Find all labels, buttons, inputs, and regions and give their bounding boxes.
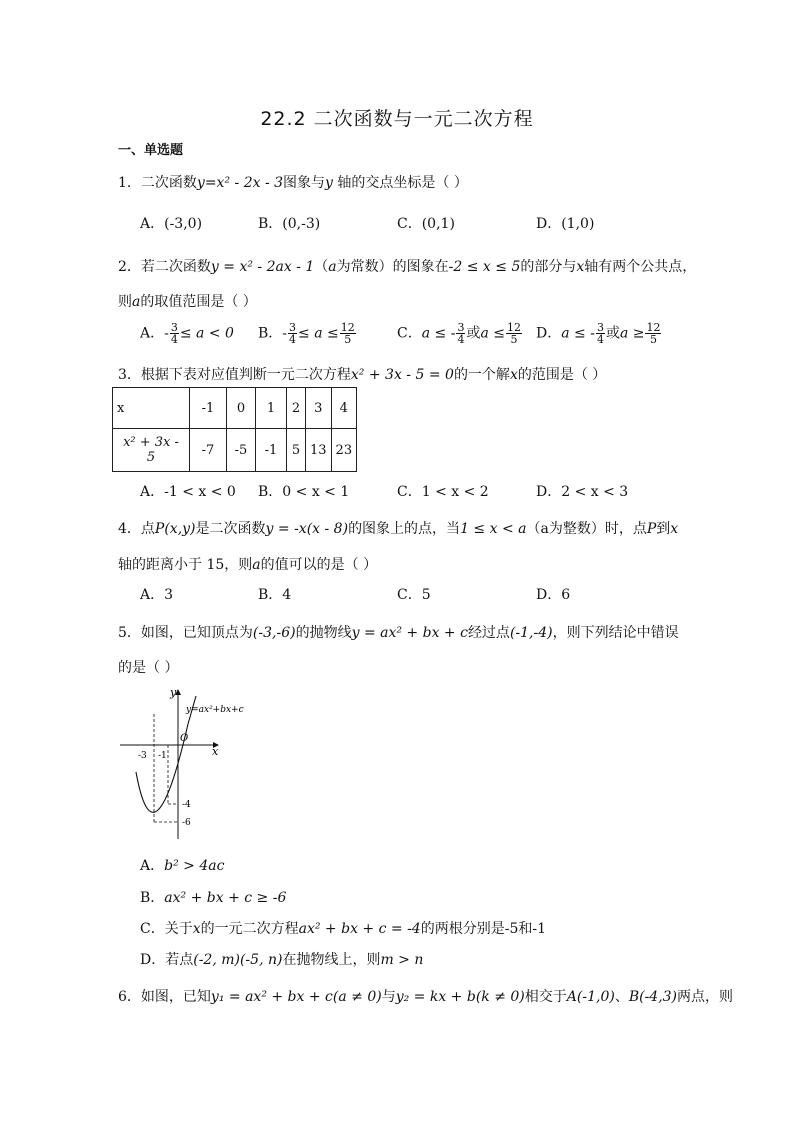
question-3-option-b: B．0 < x < 1 [258,484,350,500]
parabola-graph [118,684,244,844]
question-4-option-b: B．4 [258,587,292,603]
tick-label-minus3: -3 [138,751,147,761]
question-2-stem-line2: 则a的取值范围是（ ） [118,294,257,310]
question-5-option-d: D．若点(-2, m)(-5, n)在抛物线上，则m > n [140,952,424,968]
table-cell: x [113,388,190,429]
tick-label-minus6: -6 [182,818,191,828]
table-cell: 1 [256,388,287,429]
question-2-option-a: A．- $\frac{3}{4}$ ≤ a < 0 [140,321,234,346]
question-1-stem: 1．二次函数y=x² - 2x - 3图象与y 轴的交点坐标是（ ） [118,175,468,191]
table-cell: 5 [287,429,306,472]
table-cell: 3 [306,388,332,429]
table-cell: -1 [190,388,227,429]
tick-label-minus1: -1 [158,751,167,761]
question-3-option-a: A．-1 < x < 0 [140,484,236,500]
question-2-option-d: D．a ≤ - $\frac{3}{4}$ 或a ≥ $\frac{12}{5}$ [536,321,661,346]
table-cell: 4 [331,388,357,429]
table-row [113,388,357,429]
y-axis-label: y [170,686,177,699]
question-5-option-c: C．关于x的一元二次方程ax² + bx + c = -4的两根分别是-5和-1 [140,921,546,937]
question-6-stem: 6．如图，已知y₁ = ax² + bx + c(a ≠ 0)与y₂ = kx + b(k ≠ 0)相交于A(-1,0)、B(-4,3)两点，则 [118,989,734,1005]
table-cell: 0 [227,388,256,429]
question-2-option-b: B．- $\frac{3}{4}$ ≤ a ≤ $\frac{12}{5}$ [258,321,355,346]
origin-label: O [180,733,189,744]
question-4-option-a: A．3 [140,587,174,603]
table-cell: x² + 3x - 5 [113,429,190,472]
table-cell: -5 [227,429,256,472]
question-1-option-b: B．(0,-3) [258,216,321,232]
question-1-option-a: A．(-3,0) [140,216,203,232]
question-2-stem-line1: 2．若二次函数y = x² - 2ax - 1（a为常数）的图象在-2 ≤ x ≤ 5的部分与x轴有两个公共点， [118,259,697,275]
question-4-stem-line2: 轴的距离小于 15，则a的值可以的是（ ） [118,557,378,573]
table-row [113,429,357,472]
question-3-stem: 3．根据下表对应值判断一元二次方程x² + 3x - 5 = 0的一个解x的范围是（ ） [118,367,607,383]
table-cell: -1 [256,429,287,472]
question-1-option-c: C．(0,1) [397,216,455,232]
tick-label-minus4: -4 [182,800,191,810]
table-cell: 23 [331,429,357,472]
table-cell: -7 [190,429,227,472]
question-4-option-d: D．6 [536,587,571,603]
table-cell: 13 [306,429,332,472]
question-3-option-c: C．1 < x < 2 [397,484,489,500]
question-4-option-c: C．5 [397,587,431,603]
table-cell: 2 [287,388,306,429]
question-3-option-d: D．2 < x < 3 [536,484,629,500]
section-heading: 一、单选题 [118,143,184,158]
question-5-stem-line1: 5．如图，已知顶点为(-3,-6)的抛物线y = ax² + bx + c经过点(-1,-4)，则下列结论中错误 [118,625,679,641]
question-5-option-a: A．b² > 4ac [140,858,225,874]
question-5-stem-line2: 的是（ ） [118,660,179,676]
function-label: y=ax²+bx+c [186,705,244,715]
question-2-option-c: C．a ≤ - $\frac{3}{4}$ 或a ≤ $\frac{12}{5}$ [397,321,521,346]
value-table [112,387,357,472]
page-title: 22.2 二次函数与一元二次方程 [260,108,534,130]
question-4-stem-line1: 4．点P(x,y)是二次函数y = -x(x - 8)的图象上的点，当1 ≤ x < a（a为整数）时，点P到x [118,521,679,537]
question-5-option-b: B．ax² + bx + c ≥ -6 [140,890,287,906]
question-1-option-d: D．(1,0) [536,216,595,232]
x-axis-label: x [212,745,219,758]
